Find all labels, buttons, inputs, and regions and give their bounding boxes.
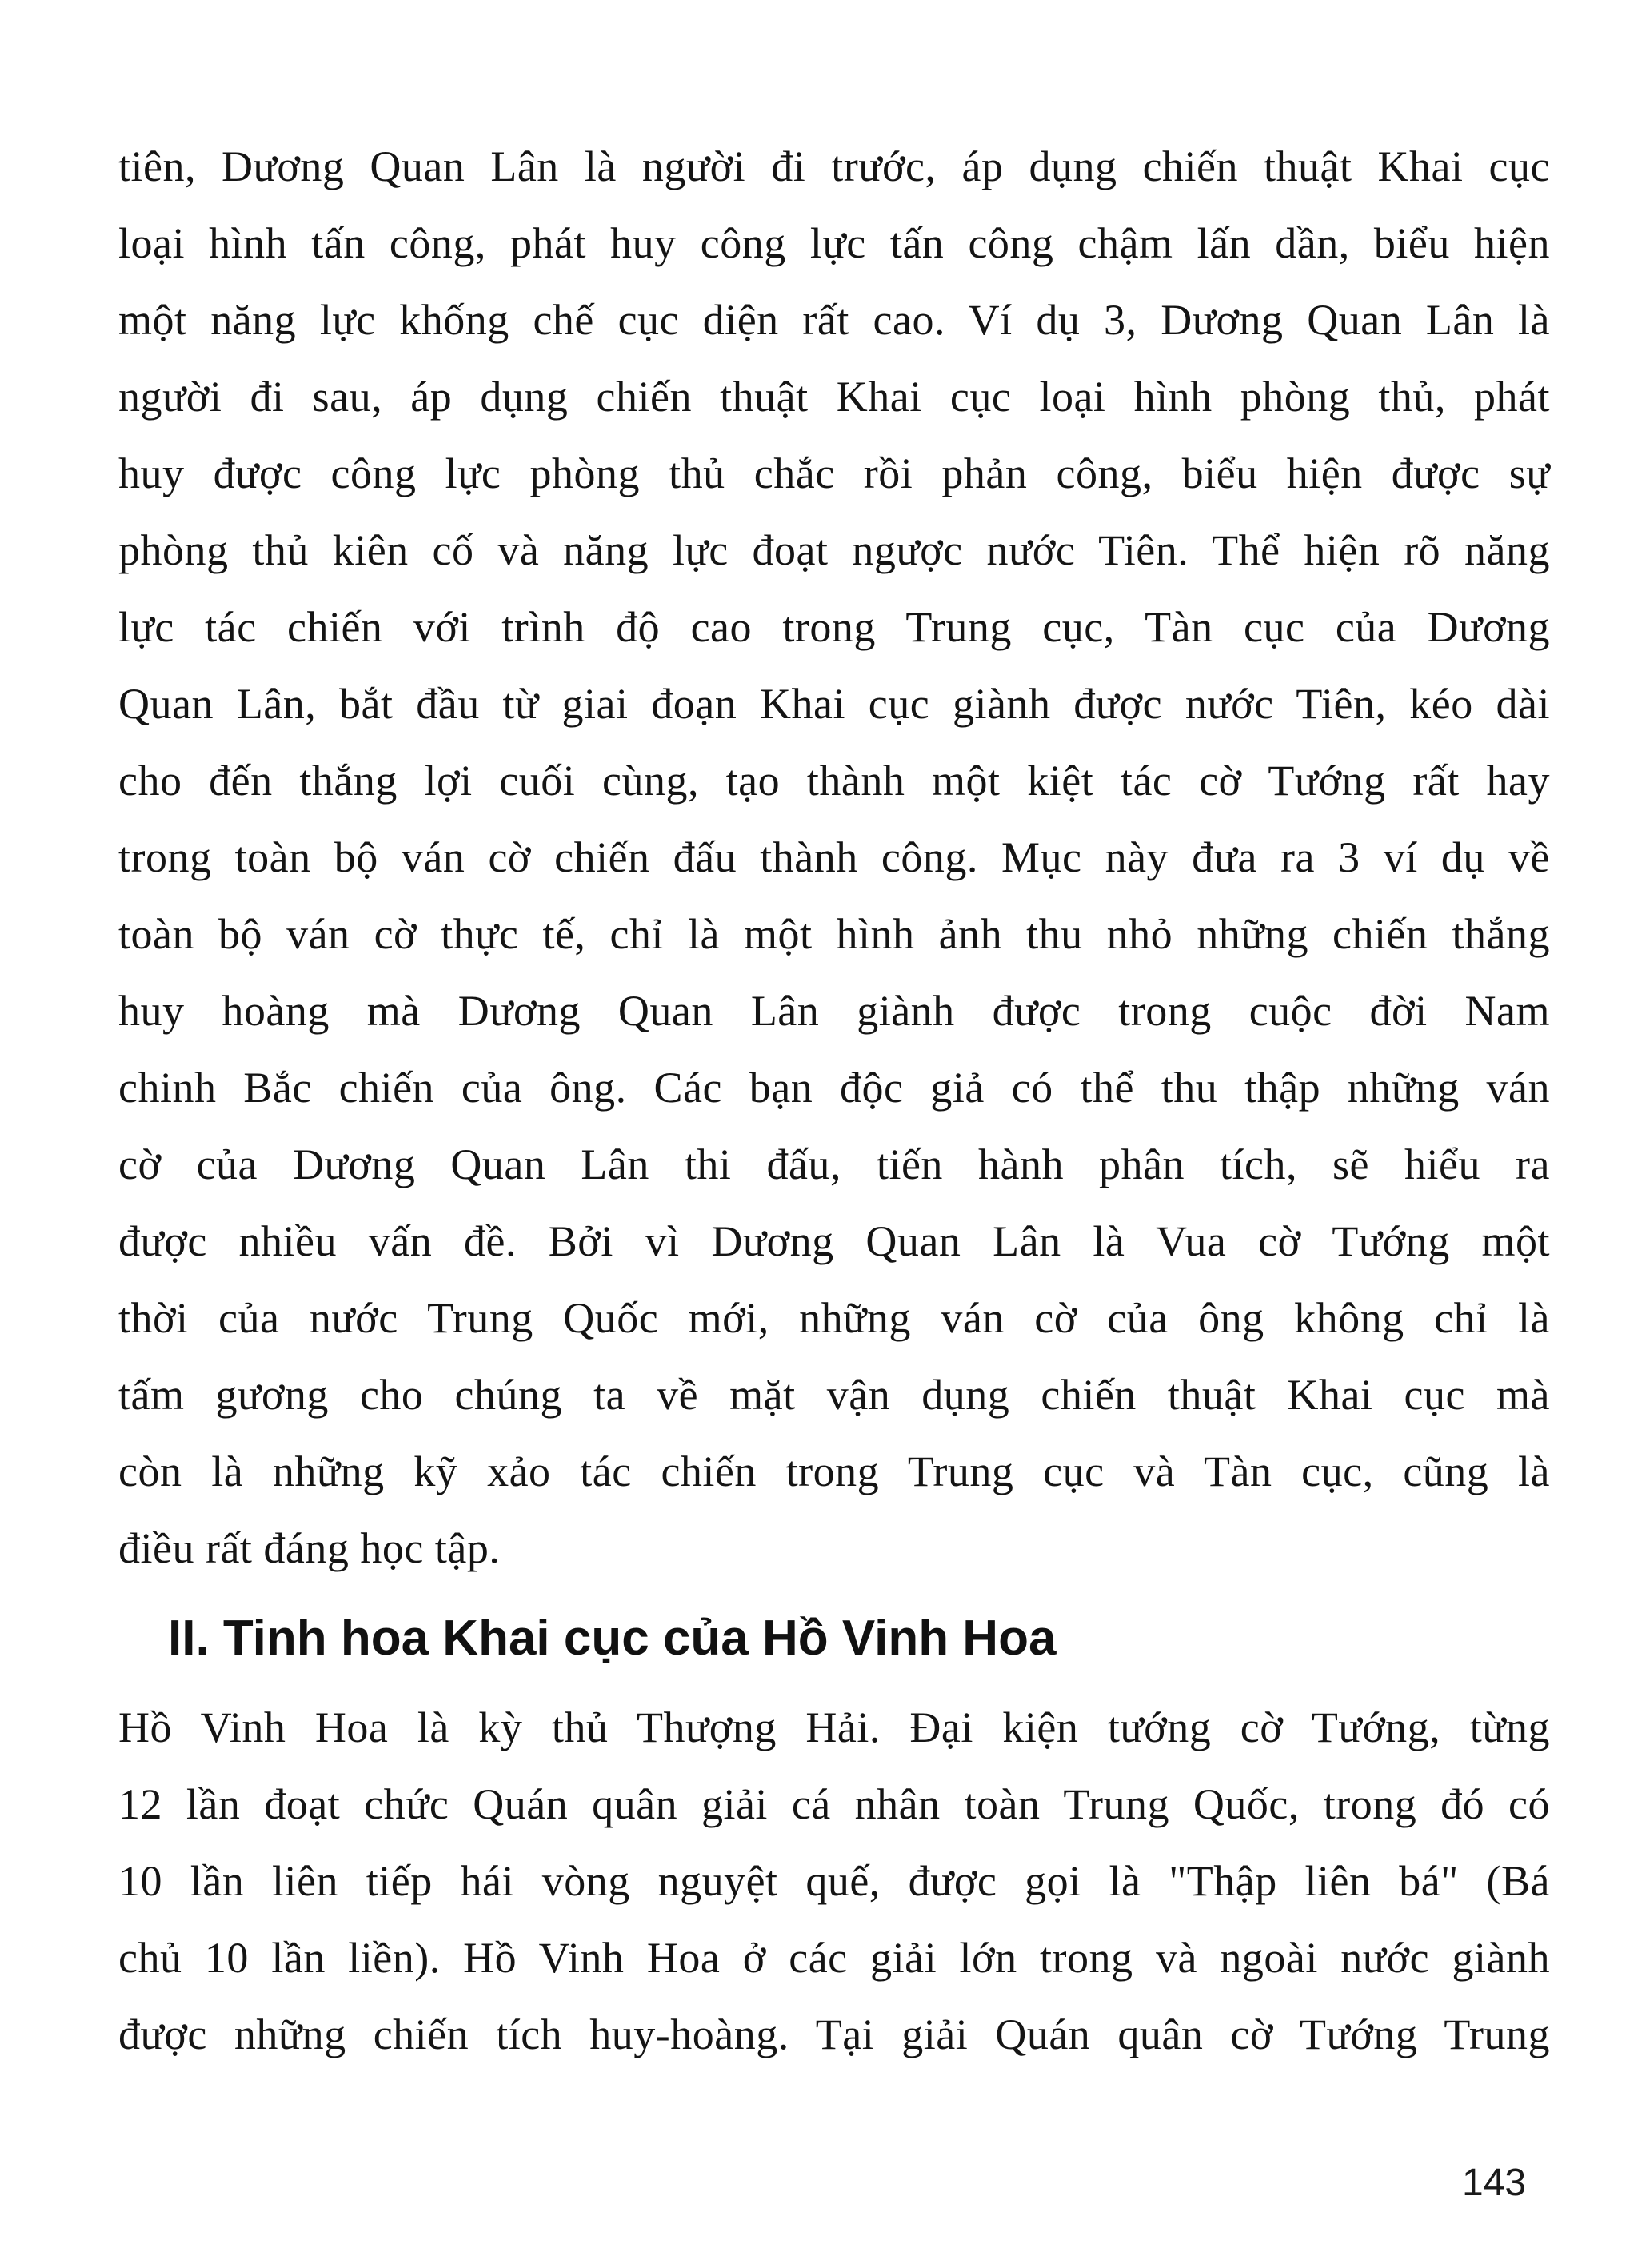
text-line: Hồ Vinh Hoa là kỳ thủ Thượng Hải. Đại kiện tướng cờ Tướng, từng [118,1703,1550,1751]
text-line: chủ 10 lần liền). Hồ Vinh Hoa ở các giải lớn trong và ngoài nước giành [118,1934,1550,1982]
text-line: 10 lần liên tiếp hái vòng nguyệt quế, được gọi là "Thập liên bá" (Bá [118,1857,1550,1905]
text-line: chinh Bắc chiến của ông. Các bạn độc giả có thể thu thập những ván [118,1064,1550,1112]
text-line: loại hình tấn công, phát huy công lực tấn công chậm lấn dần, biểu hiện [118,219,1550,267]
text-line: được nhiều vấn đề. Bởi vì Dương Quan Lân là Vua cờ Tướng một [118,1217,1550,1265]
text-line: lực tác chiến với trình độ cao trong Trung cục, Tàn cục của Dương [118,603,1550,651]
text-line: huy hoàng mà Dương Quan Lân giành được trong cuộc đời Nam [118,987,1550,1035]
text-line: người đi sau, áp dụng chiến thuật Khai cục loại hình phòng thủ, phát [118,373,1550,421]
section-heading: II. Tinh hoa Khai cục của Hồ Vinh Hoa [168,1611,1057,1667]
text-line: phòng thủ kiên cố và năng lực đoạt ngược nước Tiên. Thể hiện rõ năng [118,526,1550,574]
text-line: một năng lực khống chế cục diện rất cao. Ví dụ 3, Dương Quan Lân là [118,296,1550,344]
text-line: 12 lần đoạt chức Quán quân giải cá nhân toàn Trung Quốc, trong đó có [118,1780,1550,1828]
text-line: trong toàn bộ ván cờ chiến đấu thành công. Mục này đưa ra 3 ví dụ về [118,833,1550,881]
text-line: cờ của Dương Quan Lân thi đấu, tiến hành phân tích, sẽ hiểu ra [118,1140,1550,1188]
text-line: cho đến thắng lợi cuối cùng, tạo thành một kiệt tác cờ Tướng rất hay [118,757,1550,805]
text-line: còn là những kỹ xảo tác chiến trong Trung cục và Tàn cục, cũng là [118,1447,1550,1495]
text-line: toàn bộ ván cờ thực tế, chỉ là một hình ảnh thu nhỏ những chiến thắng [118,910,1550,958]
paragraph-hu-ronghua [118,1689,1550,2073]
text-line: điều rất đáng học tập. [118,1524,501,1572]
text-line: được những chiến tích huy-hoàng. Tại giải Quán quân cờ Tướng Trung [118,2010,1550,2058]
text-line: Quan Lân, bắt đầu từ giai đoạn Khai cục giành được nước Tiên, kéo dài [118,680,1550,728]
page-number: 143 [1462,2162,1527,2204]
text-line: tiên, Dương Quan Lân là người đi trước, áp dụng chiến thuật Khai cục [118,142,1550,190]
text-line: tấm gương cho chúng ta về mặt vận dụng chiến thuật Khai cục mà [118,1371,1550,1419]
paragraph-yang-guanlin [118,128,1550,1587]
text-line: thời của nước Trung Quốc mới, những ván cờ của ông không chỉ là [118,1294,1550,1342]
text-line: huy được công lực phòng thủ chắc rồi phản công, biểu hiện được sự [118,449,1550,497]
